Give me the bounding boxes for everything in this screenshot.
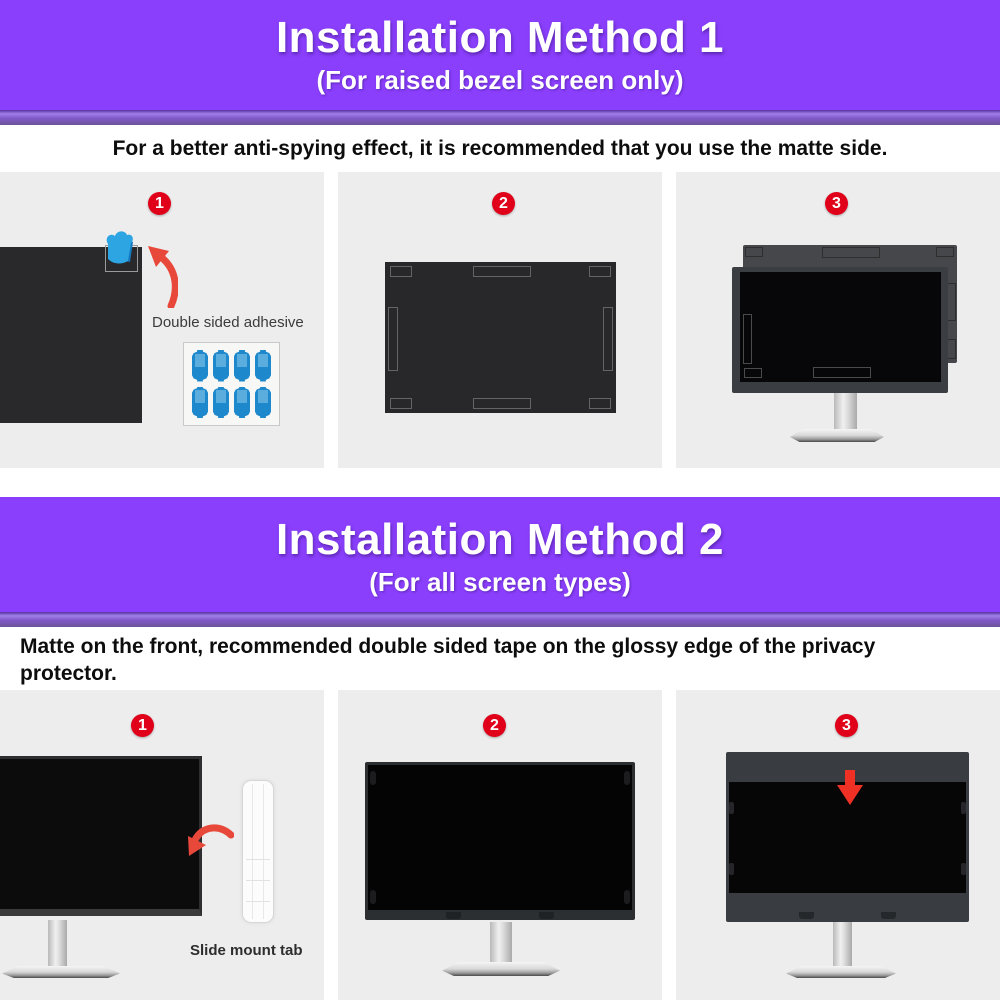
mount-tab [822,247,880,258]
slide-tab-segment [246,901,270,902]
mount-tab [744,368,762,378]
mount-tab [947,339,956,359]
method1-step1-panel [0,172,324,468]
method1-step2-panel [338,172,662,468]
mount-tab [729,802,734,814]
slide-mount-tab-strip [242,780,274,923]
method2-banner [0,497,1000,612]
method2-steps [0,690,1000,1000]
mount-tab [388,307,398,371]
monitor-stand-pole [48,920,67,968]
mount-tab [446,912,461,919]
banner-bottom-edge [0,612,1000,627]
section-spacer [0,468,1000,497]
method1-title: Installation Method 1 [275,13,725,62]
method2-subtitle: (For all screen types) [369,567,631,597]
double-sided-adhesive-label: Double sided adhesive [152,314,304,331]
curved-arrow-icon [142,244,178,308]
mount-tab [743,314,752,364]
method2-note: Matte on the front, recommended double sided tape on the glossy edge of the privacy protector. [20,635,876,686]
mount-tab [961,802,966,814]
adhesive-strip [192,350,208,382]
mount-tab [539,912,554,919]
adhesive-strips-card [183,342,280,426]
mount-tab [473,266,531,277]
adhesive-strip [192,387,208,419]
method1-steps [0,172,1000,468]
monitor-screen [368,765,632,910]
method1-step3-panel [676,172,1000,468]
mount-tab [589,398,611,409]
down-arrow-icon [836,770,864,806]
mount-tab [624,771,630,785]
mount-tab [390,398,412,409]
monitor-stand-pole [833,922,852,968]
method2-step3-panel [676,690,1000,1000]
privacy-protector-sheet [0,247,142,423]
adhesive-strip [213,387,229,419]
monitor-illustration [732,267,948,393]
monitor-stand-base [2,966,120,978]
mount-tab [745,247,763,257]
method1-subtitle: (For raised bezel screen only) [316,65,684,95]
mount-tab [370,890,376,904]
monitor-stand-base [442,962,560,976]
monitor-stand-base [790,429,884,442]
mount-tab [603,307,613,371]
step-1-badge: 1 [148,192,171,215]
mount-tab [390,266,412,277]
mount-tab [936,247,954,257]
mount-tab [881,912,896,919]
mount-tab [589,266,611,277]
privacy-protector-with-tabs [385,262,616,413]
monitor-screen [740,272,941,382]
mount-tab [729,863,734,875]
mount-tab [813,367,871,378]
monitor-screen [0,756,202,916]
method1-note: For a better anti-spying effect, it is recommended that you use the matte side. [112,136,888,160]
slide-tab-detail [252,784,264,919]
curved-arrow-icon [186,823,234,863]
method2-title: Installation Method 2 [275,515,725,564]
blue-adhesive-tab-icon [102,228,136,268]
monitor-stand-pole [490,922,512,964]
step-2-badge: 2 [483,714,506,737]
method1-banner [0,0,1000,110]
adhesive-strip [234,350,250,382]
method2-step2-panel [338,690,662,1000]
method2-step1-panel [0,690,324,1000]
slide-mount-tab-label: Slide mount tab [190,942,303,959]
mount-tab [473,398,531,409]
step-2-badge: 2 [492,192,515,215]
step-3-badge: 3 [825,192,848,215]
slide-tab-segment [246,859,270,860]
monitor-stand-base [786,966,896,978]
adhesive-strip [255,387,271,419]
adhesive-strip [255,350,271,382]
monitor-illustration [365,762,635,920]
monitor-stand-pole [834,393,857,432]
mount-tab [799,912,814,919]
banner-bottom-edge [0,110,1000,125]
step-3-badge: 3 [835,714,858,737]
slide-tab-segment [246,880,270,881]
adhesive-strip [234,387,250,419]
mount-tab [961,863,966,875]
mount-tab [624,890,630,904]
adhesive-strip [213,350,229,382]
mount-tab [947,283,956,321]
step-1-badge: 1 [131,714,154,737]
mount-tab [370,771,376,785]
